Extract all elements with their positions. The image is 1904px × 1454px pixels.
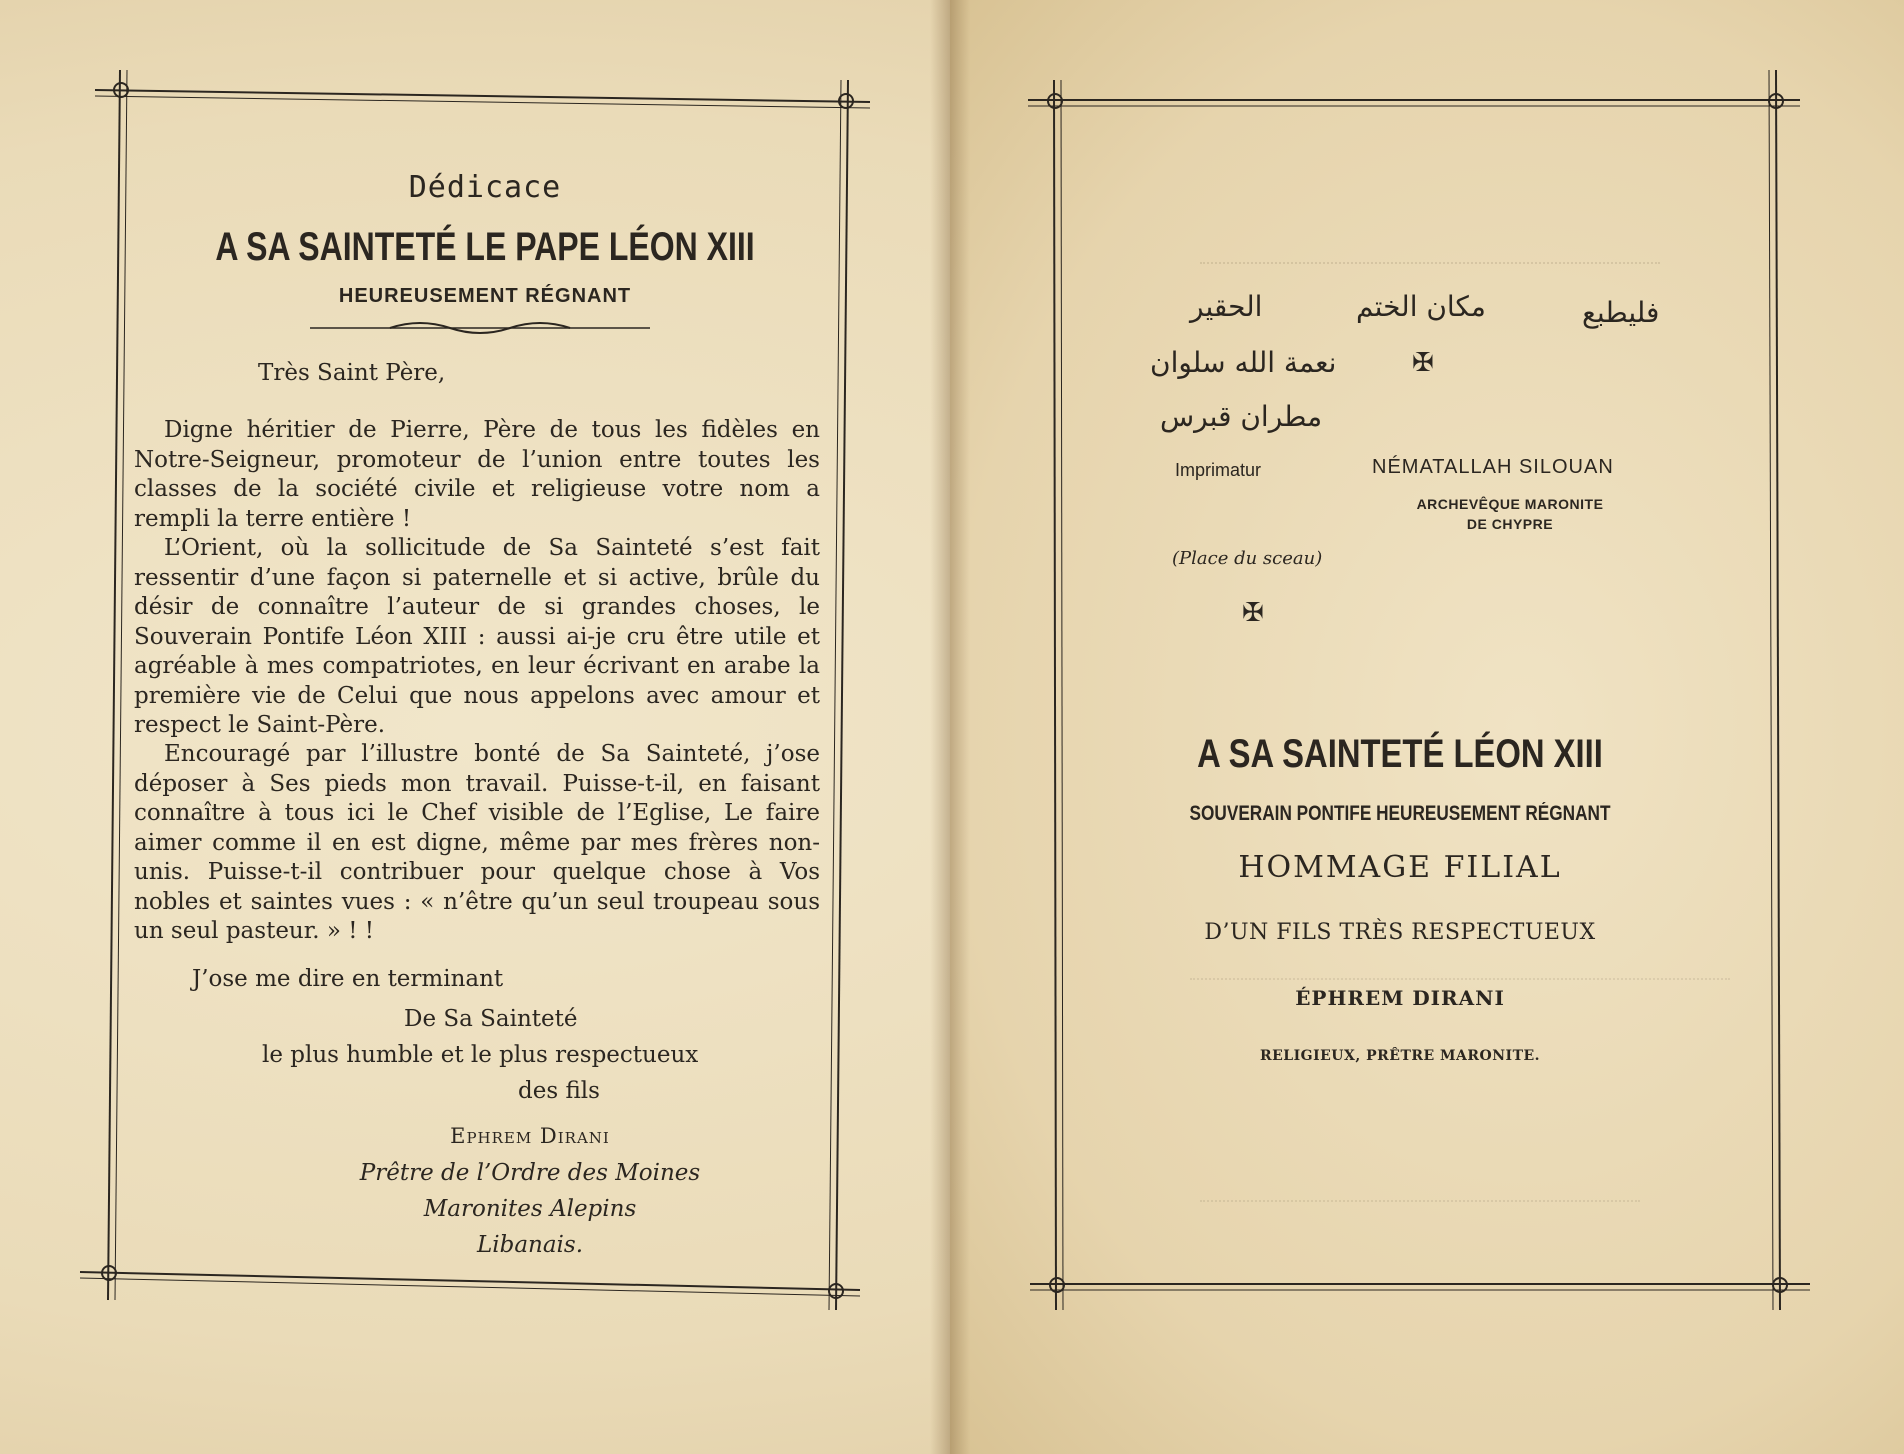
signatory-name: NÉMATALLAH SILOUAN (1372, 456, 1614, 478)
author-title: RELIGIEUX, PRÊTRE MARONITE. (1259, 1048, 1541, 1064)
closing-line: le plus humble et le plus respectueux (262, 1042, 699, 1068)
homage-heading: HOMMAGE FILIAL (1238, 850, 1562, 885)
signature-line: Libanais. (476, 1232, 584, 1258)
author-name: ÉPHREM DIRANI (1295, 986, 1505, 1010)
arabic-text: مكان الختم (1356, 290, 1486, 323)
signature-line: Maronites Alepins (423, 1196, 637, 1222)
arabic-text: فليطبع (1582, 296, 1660, 329)
signature-line: Prêtre de l’Ordre des Moines (359, 1160, 701, 1186)
ornamental-divider (310, 318, 650, 338)
imprimatur-label: Imprimatur (1175, 460, 1262, 480)
homage-from: D’UN FILS TRÈS RESPECTUEUX (1204, 920, 1596, 945)
dedication-heading: Dédicace (408, 170, 562, 205)
dedication-subtitle: HEUREUSEMENT RÉGNANT (338, 285, 632, 307)
closing-line: J’ose me dire en terminant (192, 966, 504, 992)
homage-title: A SA SAINTETÉ LÉON XIII (1197, 732, 1603, 776)
dedication-paragraph: Digne héritier de Pierre, Père de tous les fidèles en Notre-Seigneur, promoteur de l’union entre toutes les classes de la société civile et religieuse votre nom a rempli la terre entière ! (134, 417, 820, 532)
cross-icon: ✠ (1242, 598, 1264, 628)
signatory-title: ARCHEVÊQUE MARONITE (1416, 496, 1604, 512)
arabic-text: مطران قبرس (1160, 400, 1323, 433)
closing-line: des fils (518, 1078, 600, 1104)
homage-subtitle: SOUVERAIN PONTIFE HEUREUSEMENT RÉGNANT (1189, 802, 1611, 825)
seal-note: (Place du sceau) (1172, 548, 1323, 569)
dedication-title: A SA SAINTETÉ LE PAPE LÉON XIII (215, 225, 755, 269)
dedication-paragraph: Encouragé par l’illustre bonté de Sa Sainteté, j’ose déposer à Ses pieds mon travail. Puisse-t-il, en faisant connaître à tous ici le Chef visible de l’Eglise, Le faire aimer comme il en est digne, même par mes frères non-unis. Puisse-t-il contribuer pour quelque chose à Vos nobles et saintes vues : « n’être qu’un seul troupeau sous un seul pasteur. » ! ! (134, 741, 820, 944)
dedication-paragraph: L’Orient, où la sollicitude de Sa Sainteté s’est fait ressentir d’une façon si paternelle et si active, brûle du désir de connaître l’auteur de si grandes choses, le Souverain Pontife Léon XIII : aussi ai-je cru être utile et agréable à mes compatriotes, en leur écrivant en arabe la première vie de Celui que nous appelons avec amour et respect le Saint-Père. (134, 535, 820, 738)
closing-line: De Sa Sainteté (404, 1006, 578, 1032)
salutation: Très Saint Père, (258, 360, 446, 386)
cross-icon: ✠ (1412, 348, 1434, 378)
arabic-text: الحقير (1190, 290, 1263, 323)
signature-name: Ephrem Dirani (450, 1124, 610, 1148)
arabic-text: نعمة الله سلوان (1150, 346, 1337, 379)
signatory-title: DE CHYPRE (1466, 516, 1554, 532)
